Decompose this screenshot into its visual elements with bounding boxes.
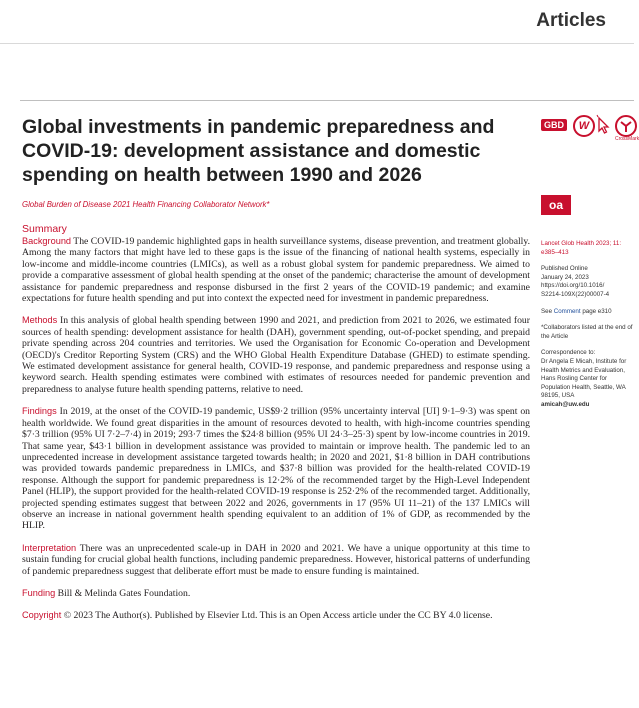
correspondence-label: Correspondence to: <box>541 349 596 357</box>
section-title: Articles <box>536 10 606 31</box>
background-paragraph <box>22 236 530 304</box>
methods-label: Methods <box>22 315 58 326</box>
title-rule <box>20 100 634 101</box>
open-access-badge[interactable]: oa <box>541 195 571 215</box>
w-badge-icon[interactable]: W <box>573 115 595 137</box>
summary-heading: Summary <box>22 223 67 235</box>
published-line-2: January 24, 2023 <box>541 273 589 281</box>
copyright-text: © 2023 The Author(s). Published by Elsevier Ltd. This is an Open Access article under the CC BY 4.0 license. <box>63 610 493 622</box>
background-label: Background <box>22 236 72 246</box>
findings-text: In 2019, at the onset of the COVID-19 pandemic, US$9·2 trillion (95% uncertainty interval [UI] 9·1–9·3) was spent on health worldwide. We found great disparities in the amount of resources devoted to health, with high-income countries spending $7·3 trillion (95% UI 7·2–7·4) in 2019; 293·7 times the $24·8 billion (95% UI 24·3–25·3) spent by low-income countries in 2019. That same year, $43·1 billion in development assistance was provided to maintain or improve health. The pandemic led to an unprecedented increase in development assistance targeted towards health; in 2020 and 2021, $1·8 billion in DAH contributions was provided towards pandemic preparedness in LMICs, and $37·8 billion was provided for the health-related COVID-19 response. Although the support for pandemic preparedness is 12·2% of the recommended target by the High-Level Independent Panel (HLIP), the support provided for the health-related COVID-19 response is 252·2% of the recommended target. Additionally, projected spending estimates suggest that between 2022 and 2026, governments in 17 (95% UI 11–21) of the 137 LMICs will observe an increase in national government health spending equivalent to an addition of 1% of GDP, as recommended by the HLIP. <box>22 406 531 532</box>
cursor-click-icon <box>597 117 611 135</box>
author-group[interactable]: Global Burden of Disease 2021 Health Financing Collaborator Network* <box>22 200 270 209</box>
comment-link[interactable]: Comment <box>553 307 581 315</box>
funding-text: Bill & Melinda Gates Foundation. <box>57 587 191 599</box>
funding-label: Funding <box>22 587 56 598</box>
correspondence-address: Dr Angela E Micah, Institute for Health Metrics and Evaluation, Hans Rosling Center for Population Health, Seattle, WA 98195, USA <box>541 357 627 400</box>
doi-line-1[interactable]: https://doi.org/10.1016/ <box>541 282 605 290</box>
doi-line-2[interactable]: S2214-109X(22)00007-4 <box>541 290 610 298</box>
methods-paragraph <box>22 315 530 395</box>
background-text: The COVID-19 pandemic highlighted gaps in health surveillance systems, disease prevention, and treatment globally. Among the many factors that might have led to these gaps is the issue of the financing of national health systems, especially in low-income and middle-income countries (LMICs), as well as a robust global system for pandemic preparedness. We aimed to provide a comparative assessment of global health spending at the onset of the pandemic; characterise the amount of development assistance for pandemic preparedness and response disbursed in the first 2 years of the COVID-19 pandemic; and examine expectations for future health spending and put into context the expected need for investment in pandemic preparedness. <box>22 236 531 305</box>
summary-section <box>22 223 530 633</box>
article-badges <box>541 115 639 145</box>
see-label: See <box>541 307 553 315</box>
funding-paragraph <box>22 588 530 599</box>
copyright-paragraph <box>22 610 530 621</box>
interpretation-text: There was an unprecedented scale-up in DAH in 2020 and 2021. We have a unique opportunity at this time to sustain funding for crucial global health functions, including pandemic preparedness. However, historical patterns of underfunding of pandemic preparedness suggest that deliberate effort must be made to ensure funding is maintained. <box>22 542 530 577</box>
crossmark-label: CrossMark <box>615 136 639 142</box>
collaborators-note: *Collaborators listed at the end of the Article <box>541 324 633 340</box>
sidebar <box>541 240 634 410</box>
comment-page: page e310 <box>582 307 612 315</box>
header-rule <box>0 43 634 44</box>
article-title: Global investments in pandemic preparedness and COVID-19: development assistance and domestic spending on health between 1990 and 2026 <box>22 116 495 186</box>
see-comment <box>541 308 634 317</box>
correspondence-email[interactable]: amicah@uw.edu <box>541 400 590 408</box>
gbd-badge[interactable]: GBD <box>541 119 567 131</box>
interpretation-label: Interpretation <box>22 542 77 553</box>
findings-label: Findings <box>22 406 57 417</box>
copyright-label: Copyright <box>22 610 62 621</box>
interpretation-paragraph <box>22 543 530 577</box>
journal-citation: Lancet Glob Health 2023; 11: e385–413 <box>541 240 622 256</box>
published-line-1: Published Online <box>541 265 588 273</box>
findings-paragraph <box>22 406 530 531</box>
methods-text: In this analysis of global health spending between 1990 and 2021, and prediction from 2021 to 2026, we estimated four sources of health spending: development assistance for health (DAH), government spending, out-of-pocket spending, and prepaid private spending across 204 countries and territories. We used the Organisation for Economic Co-operation and Development (OECD)'s Creditor Reporting System (CRS) and the WHO Global Health Expenditure Database (GHED) to estimate spending. We estimated development assistance for general health, COVID-19 response, and pandemic preparedness and response using a keyword search. Health spending estimates were combined with estimates of resources needed for pandemic prevention and preparedness to analyse future health spending patterns, relative to need. <box>22 315 530 395</box>
crossmark-glyph <box>617 117 635 135</box>
crossmark-icon[interactable] <box>615 115 637 137</box>
